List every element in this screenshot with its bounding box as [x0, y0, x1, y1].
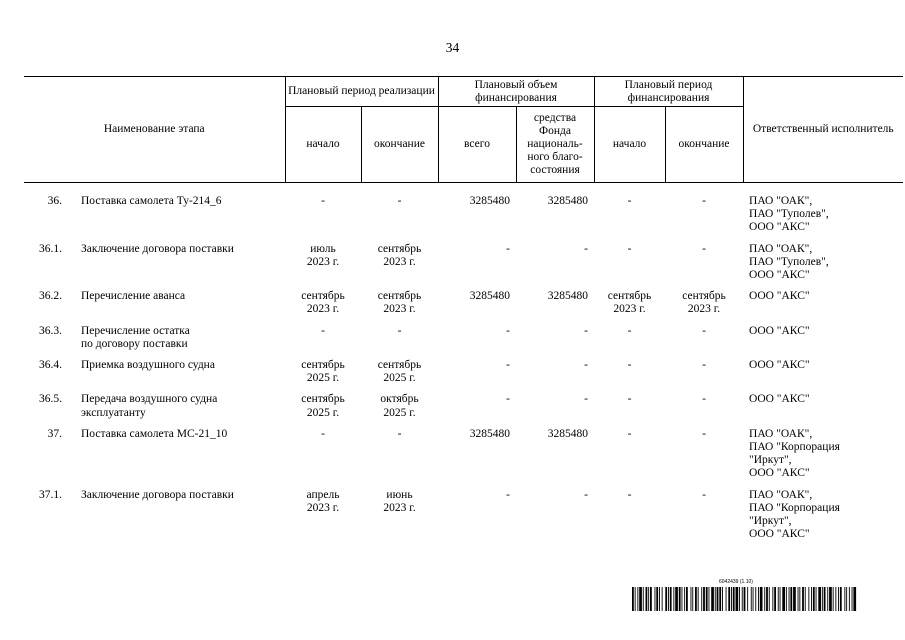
table-row [24, 195, 903, 243]
row-fund-means: 3285480 [547, 427, 589, 440]
row-number: 36.5. [39, 393, 62, 406]
row-number: 37. [47, 427, 62, 440]
row-stage-name: Перечисление остатка по договору поставки [81, 324, 190, 350]
header-fund-means: средства Фонда националь-ного благо-состояния [516, 107, 594, 183]
row-stage-name: Передача воздушного судна эксплуатанту [81, 393, 218, 419]
row-funding-start: - [627, 427, 632, 440]
header-start: начало [285, 107, 361, 183]
row-total: - [506, 324, 510, 337]
page-number: 34 [445, 40, 460, 55]
row-total: 3285480 [469, 290, 510, 303]
row-number: 37.1. [39, 488, 62, 501]
row-funding-start: - [627, 324, 632, 337]
header-stage-name: Наименование этапа [24, 77, 285, 183]
row-start: - [321, 324, 325, 337]
header-responsible: Ответственный исполнитель [743, 77, 903, 183]
row-stage-name: Перечисление аванса [81, 290, 186, 303]
table-row [24, 393, 903, 427]
row-stage-name: Заключение договора поставки [81, 488, 234, 501]
table-row [24, 489, 903, 550]
row-responsible: ООО "АКС" [749, 290, 810, 303]
row-responsible: ПАО "ОАК", ПАО "Туполев", ООО "АКС" [749, 242, 829, 282]
row-funding-start: сентябрь 2023 г. [607, 290, 652, 316]
row-number: 36.4. [39, 359, 62, 372]
row-fund-means: - [584, 242, 589, 255]
row-total: - [506, 359, 510, 372]
row-start: сентябрь 2023 г. [301, 290, 345, 316]
row-funding-start: - [627, 242, 632, 255]
row-end: сентябрь 2023 г. [377, 242, 422, 268]
header-impl-period: Плановый период реализации [285, 77, 438, 107]
row-number: 36.2. [39, 290, 62, 303]
row-fund-means: 3285480 [547, 290, 589, 303]
row-start: сентябрь 2025 г. [301, 359, 345, 385]
row-end: - [397, 324, 402, 337]
row-responsible: ООО "АКС" [749, 393, 810, 406]
row-end: июнь 2023 г. [383, 488, 416, 514]
row-responsible: ПАО "ОАК", ПАО "Корпорация "Иркут", ООО "АКС" [749, 488, 840, 541]
row-stage-name: Заключение договора поставки [81, 242, 234, 255]
row-funding-end: - [702, 359, 706, 372]
row-funding-start: - [627, 393, 632, 406]
row-end: сентябрь 2023 г. [377, 290, 422, 316]
row-fund-means: - [584, 324, 589, 337]
header-funding-period: Плановый период финансирования [594, 77, 743, 107]
row-number: 36.3. [39, 324, 62, 337]
row-fund-means: - [584, 488, 589, 501]
row-total: - [506, 488, 510, 501]
table-row [24, 325, 903, 359]
row-funding-end: - [702, 393, 706, 406]
barcode [630, 579, 860, 613]
row-funding-start: - [627, 488, 632, 501]
row-start: - [321, 195, 325, 207]
table-row [24, 290, 903, 324]
row-funding-end: - [702, 242, 706, 255]
row-total: 3285480 [469, 195, 510, 207]
header-funding-end: окончание [665, 107, 743, 183]
header-funding-volume: Плановый объем финансирования [438, 77, 594, 107]
row-funding-end: - [702, 195, 706, 207]
table-row [24, 243, 903, 291]
stages-table [24, 76, 903, 549]
row-total: - [506, 393, 510, 406]
row-end: сентябрь 2025 г. [377, 359, 422, 385]
barcode-code: 6042439 (1.10) [719, 579, 753, 585]
row-total: 3285480 [469, 427, 510, 440]
row-responsible: ООО "АКС" [749, 324, 810, 337]
table-row [24, 428, 903, 489]
table-row [24, 359, 903, 393]
header-funding-start: начало [594, 107, 665, 183]
header-total: всего [438, 107, 516, 183]
row-responsible: ПАО "ОАК", ПАО "Туполев", ООО "АКС" [749, 195, 829, 234]
row-number: 36. [47, 195, 62, 207]
row-end: - [397, 195, 402, 207]
row-funding-end: сентябрь 2023 г. [682, 290, 726, 316]
row-funding-end: - [702, 427, 706, 440]
barcode-bars [630, 587, 860, 611]
row-fund-means: - [584, 359, 589, 372]
row-funding-start: - [627, 359, 632, 372]
row-fund-means: 3285480 [547, 195, 589, 207]
row-responsible: ООО "АКС" [749, 359, 810, 372]
row-stage-name: Поставка самолета Ту-214_6 [81, 195, 222, 207]
row-funding-start: - [627, 195, 632, 207]
row-stage-name: Приемка воздушного судна [81, 359, 215, 372]
row-start: - [321, 427, 325, 440]
row-number: 36.1. [39, 242, 62, 255]
row-end: октябрь 2025 г. [380, 393, 419, 419]
row-start: апрель 2023 г. [306, 488, 340, 514]
row-start: сентябрь 2025 г. [301, 393, 345, 419]
row-responsible: ПАО "ОАК", ПАО "Корпорация "Иркут", ООО "АКС" [749, 427, 840, 480]
row-funding-end: - [702, 488, 706, 501]
header-end: окончание [361, 107, 438, 183]
row-fund-means: - [584, 393, 589, 406]
row-stage-name: Поставка самолета МС-21_10 [81, 427, 228, 440]
row-total: - [506, 242, 510, 255]
row-end: - [397, 427, 402, 440]
row-funding-end: - [702, 324, 706, 337]
row-start: июль 2023 г. [306, 242, 340, 268]
